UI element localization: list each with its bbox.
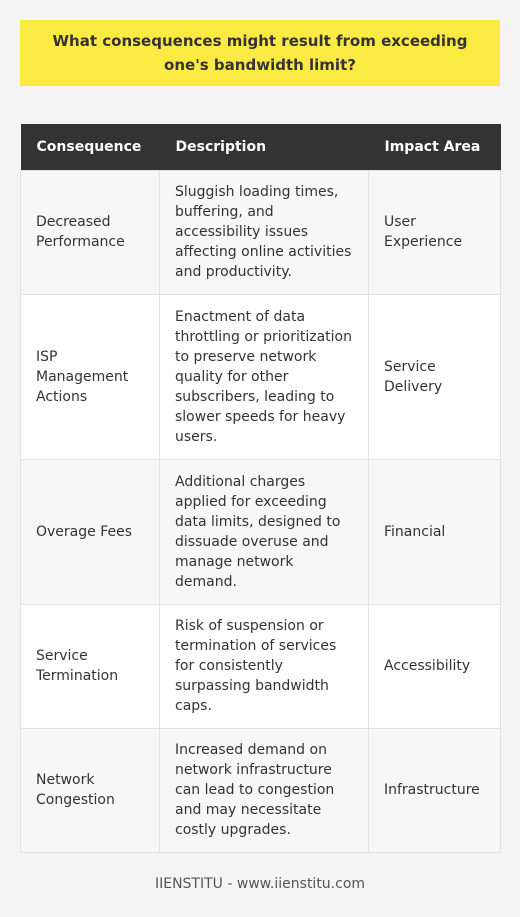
table-row — [21, 459, 501, 604]
table-row — [21, 604, 501, 728]
table-row — [21, 728, 501, 852]
title-banner — [20, 20, 500, 86]
cell-description: Increased demand on network infrastructure can lead to congestion and may necessitate costly upgrades. — [160, 728, 369, 852]
cell-description: Enactment of data throttling or prioritization to preserve network quality for other subscribers, leading to slower speeds for heavy users. — [160, 294, 369, 459]
cell-consequence: Overage Fees — [21, 459, 160, 604]
cell-consequence: ISP Management Actions — [21, 294, 160, 459]
footer-credit: IIENSTITU - www.iienstitu.com — [154, 876, 366, 892]
cell-impact-area: Service Delivery — [369, 294, 501, 459]
page-title: What consequences might result from exceeding one's bandwidth limit? — [52, 32, 468, 74]
cell-consequence: Network Congestion — [21, 728, 160, 852]
header-description: Description — [175, 138, 267, 155]
cell-impact-area: Financial — [369, 459, 501, 604]
cell-impact-area: Infrastructure — [369, 728, 501, 852]
cell-impact-area: User Experience — [369, 170, 501, 294]
table-row — [21, 170, 501, 294]
table-header-row — [21, 124, 501, 170]
cell-impact-area: Accessibility — [369, 604, 501, 728]
cell-description: Additional charges applied for exceeding data limits, designed to dissuade overuse and manage network demand. — [160, 459, 369, 604]
table-row — [21, 294, 501, 459]
cell-consequence: Decreased Performance — [21, 170, 160, 294]
consequences-table — [20, 124, 501, 853]
header-consequence: Consequence — [36, 138, 142, 155]
cell-consequence: Service Termination — [21, 604, 160, 728]
header-impact-area: Impact Area — [384, 138, 481, 155]
cell-description: Risk of suspension or termination of services for consistently surpassing bandwidth caps. — [160, 604, 369, 728]
cell-description: Sluggish loading times, buffering, and accessibility issues affecting online activities and productivity. — [160, 170, 369, 294]
